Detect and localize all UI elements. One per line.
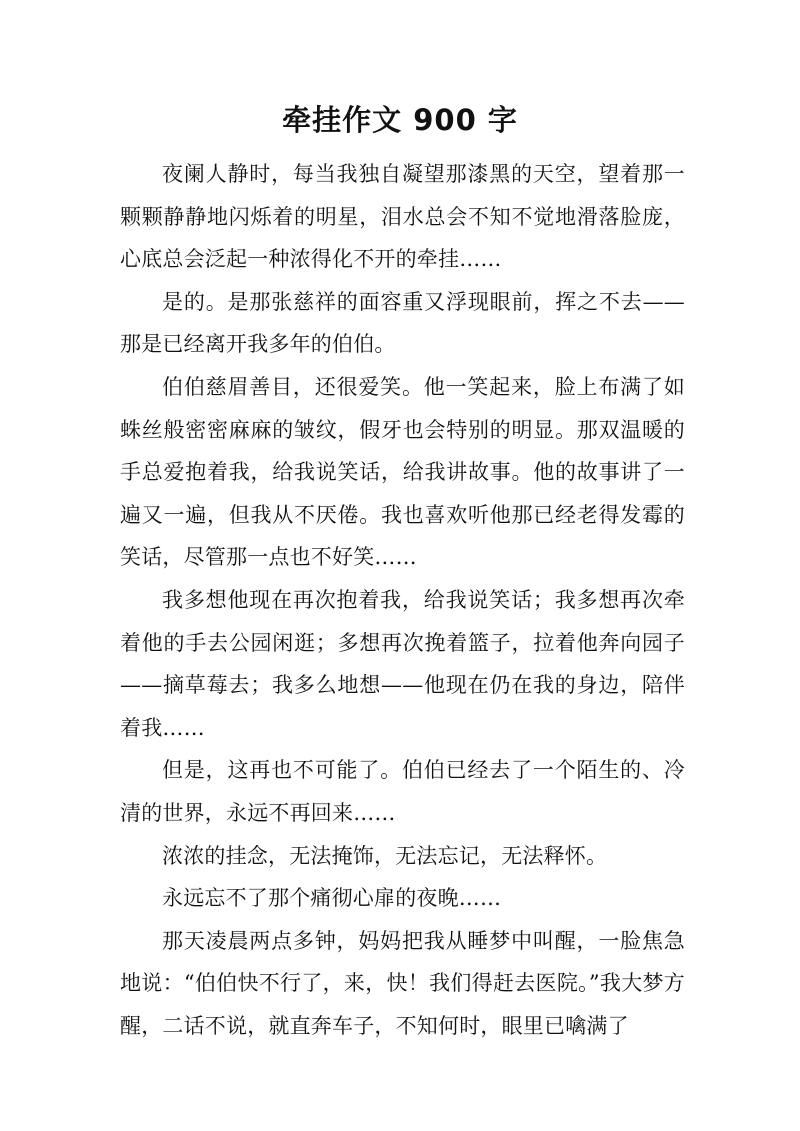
paragraph: 是的。是那张慈祥的面容重又浮现眼前，挥之不去——那是已经离开我多年的伯伯。 (120, 289, 685, 357)
paragraph: 浓浓的挂念，无法掩饰，无法忘记，无法释怀。 (162, 843, 608, 868)
paragraph: 那天凌晨两点多钟，妈妈把我从睡梦中叫醒，一脸焦急地说：“伯伯快不行了，来，快！我们得赶去医院。”我大梦方醒，二话不说，就直奔车子，不知何时，眼里已噙满了 (120, 928, 685, 1038)
paragraph: 我多想他现在再次抱着我，给我说笑话；我多想再次牵着他的手去公园闲逛；多想再次挽着篮子，拉着他奔向园子——摘草莓去；我多么地想——他现在仍在我的身边，陪伴着我…… (120, 587, 685, 740)
document-title: 牵挂作文 900 字 (282, 103, 518, 137)
paragraph: 夜阑人静时，每当我独自凝望那漆黑的天空，望着那一颗颗静静地闪烁着的明星，泪水总会不知不觉地滑落脸庞，心底总会泛起一种浓得化不开的牵挂…… (120, 162, 685, 272)
paragraph: 永远忘不了那个痛彻心扉的夜晚…… (162, 886, 502, 911)
document-body (120, 153, 685, 1047)
paragraph: 伯伯慈眉善目，还很爱笑。他一笑起来，脸上布满了如蛛丝般密密麻麻的皱纹，假牙也会特别的明显。那双温暖的手总爱抱着我，给我说笑话，给我讲故事。他的故事讲了一遍又一遍，但我从不厌倦。我也喜欢听他那已经老得发霉的笑话，尽管那一点也不好笑…… (120, 374, 685, 570)
paragraph: 但是，这再也不可能了。伯伯已经去了一个陌生的、冷清的世界，永远不再回来…… (120, 758, 685, 825)
